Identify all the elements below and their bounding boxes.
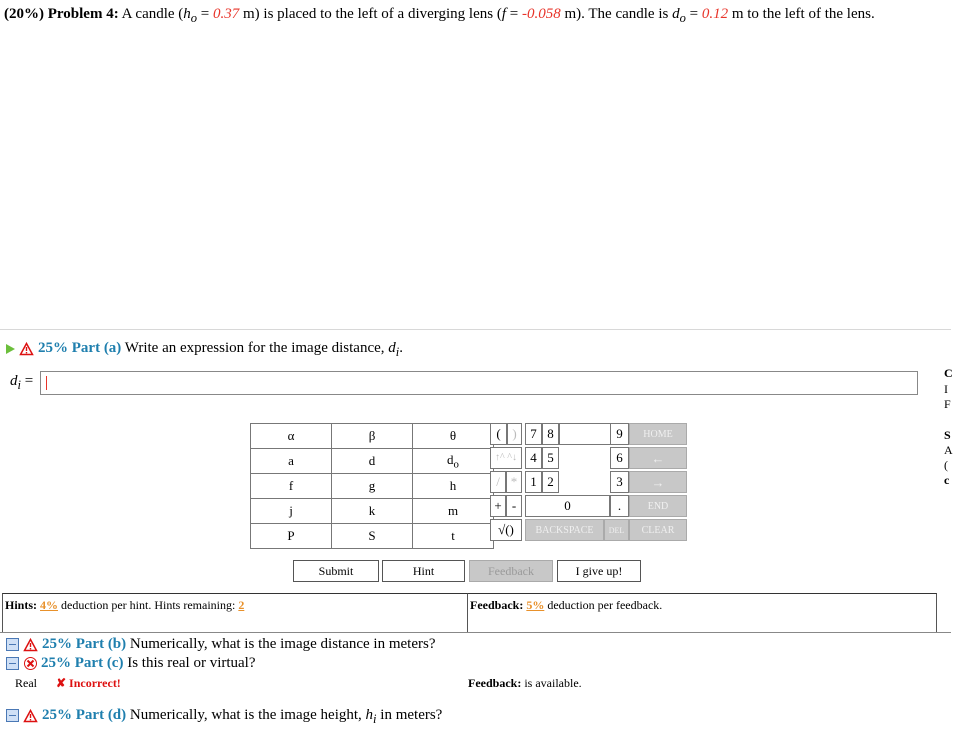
key-g[interactable]: g [332, 474, 413, 499]
hints-text [5, 598, 244, 613]
part-d-weight: 25% Part (d) [42, 707, 127, 723]
submit-button[interactable]: Submit [293, 560, 379, 582]
hints-label: Hints: [5, 598, 38, 612]
text-caret [46, 376, 47, 390]
problem-text: m). The candle is [560, 6, 673, 22]
key-backspace[interactable]: BACKSPACE [525, 519, 604, 541]
key-close-paren[interactable]: ) [507, 423, 522, 445]
key-d-o[interactable] [413, 449, 494, 474]
key-0[interactable]: 0 [525, 495, 610, 517]
problem-text: m) is placed to the left of a diverging lens ( [239, 6, 502, 22]
part-d-header[interactable] [6, 707, 442, 727]
key-h[interactable]: h [413, 474, 494, 499]
key-divide[interactable]: / [490, 471, 506, 493]
key-theta[interactable]: θ [413, 424, 494, 449]
hints-remaining: 2 [238, 598, 245, 612]
part-c-question: Is this real or virtual? [127, 655, 256, 671]
part-a-header [6, 340, 403, 360]
key-8[interactable]: 8 [542, 423, 559, 445]
key-open-paren[interactable]: ( [490, 423, 507, 445]
key-f[interactable]: f [251, 474, 332, 499]
var-d: d [10, 373, 18, 389]
key-multiply[interactable]: * [506, 471, 522, 493]
key-plus[interactable]: + [490, 495, 506, 517]
part-b-weight: 25% Part (b) [42, 636, 127, 652]
given-focal-length: -0.058 [521, 6, 561, 22]
variable-keypad [250, 423, 494, 549]
part-a-weight: 25% Part (a) [38, 340, 122, 356]
hint-deduction: 4% [40, 598, 59, 612]
key-7[interactable]: 7 [525, 423, 542, 445]
feedback-status: is available. [521, 676, 582, 690]
answer-label [10, 373, 33, 393]
equals-sign: = [20, 373, 34, 389]
part-d-question: Numerically, what is the image height, [129, 707, 366, 723]
var-d: d [388, 340, 396, 356]
var-sub: i [17, 378, 21, 392]
key-minus[interactable]: - [506, 495, 522, 517]
key-t[interactable]: t [413, 524, 494, 549]
key-6[interactable]: 6 [610, 447, 629, 469]
feedback-label: Feedback: [470, 598, 524, 612]
punctuation: . [399, 340, 403, 356]
key-1[interactable]: 1 [525, 471, 542, 493]
collapse-icon[interactable] [6, 657, 19, 670]
answer-input[interactable] [40, 371, 918, 395]
key-3[interactable]: 3 [610, 471, 629, 493]
problem-text: = [197, 6, 214, 22]
divider [0, 329, 951, 330]
problem-text: m to the left of the lens. [728, 6, 875, 22]
key-decimal[interactable]: . [610, 495, 629, 517]
key-del[interactable]: DEL [604, 519, 629, 541]
key-P[interactable]: P [251, 524, 332, 549]
problem-statement [4, 6, 875, 26]
key-k[interactable]: k [332, 499, 413, 524]
side-panel-letter: I [944, 382, 948, 396]
side-panel-letter: A [944, 443, 953, 457]
feedback-deduction: 5% [526, 598, 545, 612]
var-h: h [365, 707, 374, 723]
key-a[interactable]: a [251, 449, 332, 474]
key-sqrt[interactable]: √() [490, 519, 522, 541]
part-c-feedback [468, 676, 582, 691]
given-distance: 0.12 [701, 6, 729, 22]
key-4[interactable]: 4 [525, 447, 542, 469]
key-end[interactable]: END [629, 495, 687, 517]
feedback-box [467, 593, 937, 633]
key-power-up[interactable] [490, 447, 522, 469]
key-5[interactable]: 5 [542, 447, 559, 469]
feedback-label: Feedback: [468, 676, 522, 690]
key-d[interactable]: d [332, 449, 413, 474]
side-panel-letter: F [944, 397, 951, 411]
part-c-header[interactable] [6, 655, 256, 672]
problem-text: = [506, 6, 522, 22]
var-h: h [183, 6, 191, 22]
hint-button[interactable]: Hint [382, 560, 465, 582]
part-b-header[interactable] [6, 636, 436, 653]
var-sub: o [679, 11, 686, 25]
collapse-icon[interactable] [6, 638, 19, 651]
key-9[interactable]: 9 [610, 423, 629, 445]
key-home[interactable]: HOME [629, 423, 687, 445]
side-panel-letter: ( [944, 458, 948, 472]
key-alpha[interactable]: α [251, 424, 332, 449]
divider [0, 632, 951, 633]
wrong-icon [24, 657, 37, 670]
key-right-arrow[interactable]: → [629, 471, 687, 493]
warning-icon [24, 710, 37, 722]
key-left-arrow[interactable]: ← [629, 447, 687, 469]
hints-box [2, 593, 467, 633]
collapse-icon[interactable] [6, 709, 19, 722]
problem-weight: (20%) [4, 6, 44, 22]
key-label: d [447, 451, 454, 467]
part-c-answer: Real [15, 676, 37, 690]
key-clear[interactable]: CLEAR [629, 519, 687, 541]
var-sub: i [395, 345, 400, 359]
problem-text: A candle ( [121, 6, 184, 22]
play-icon[interactable] [6, 344, 15, 354]
feedback-description: deduction per feedback. [544, 598, 663, 612]
given-height: 0.37 [213, 6, 240, 22]
var-d: d [672, 6, 680, 22]
part-a-question: Write an expression for the image distance, [124, 340, 389, 356]
key-label: ^↓ [507, 452, 517, 463]
side-panel-letter: C [944, 366, 953, 380]
hints-description: deduction per hint. Hints remaining: [58, 598, 239, 612]
part-c-weight: 25% Part (c) [41, 655, 124, 671]
number-keypad [490, 423, 687, 542]
side-panel-letter: S [944, 428, 951, 442]
warning-icon [20, 343, 33, 355]
feedback-button[interactable]: Feedback [469, 560, 553, 582]
feedback-text [470, 598, 662, 613]
side-panel-letter: c [944, 473, 950, 487]
key-S[interactable]: S [332, 524, 413, 549]
incorrect-status: ✘ Incorrect! [56, 676, 121, 690]
key-2[interactable]: 2 [542, 471, 559, 493]
warning-icon [24, 639, 37, 651]
key-j[interactable]: j [251, 499, 332, 524]
part-d-question-end: in meters? [376, 707, 443, 723]
key-m[interactable]: m [413, 499, 494, 524]
problem-label: Problem 4: [47, 6, 119, 22]
key-subscript: o [453, 458, 459, 471]
key-beta[interactable]: β [332, 424, 413, 449]
give-up-button[interactable]: I give up! [557, 560, 641, 582]
var-sub: i [373, 712, 377, 726]
var-sub: o [190, 11, 198, 25]
part-b-question: Numerically, what is the image distance in meters? [129, 636, 436, 652]
key-label: ↑^ [495, 452, 505, 463]
problem-text: = [685, 6, 702, 22]
var-f: f [501, 6, 507, 22]
